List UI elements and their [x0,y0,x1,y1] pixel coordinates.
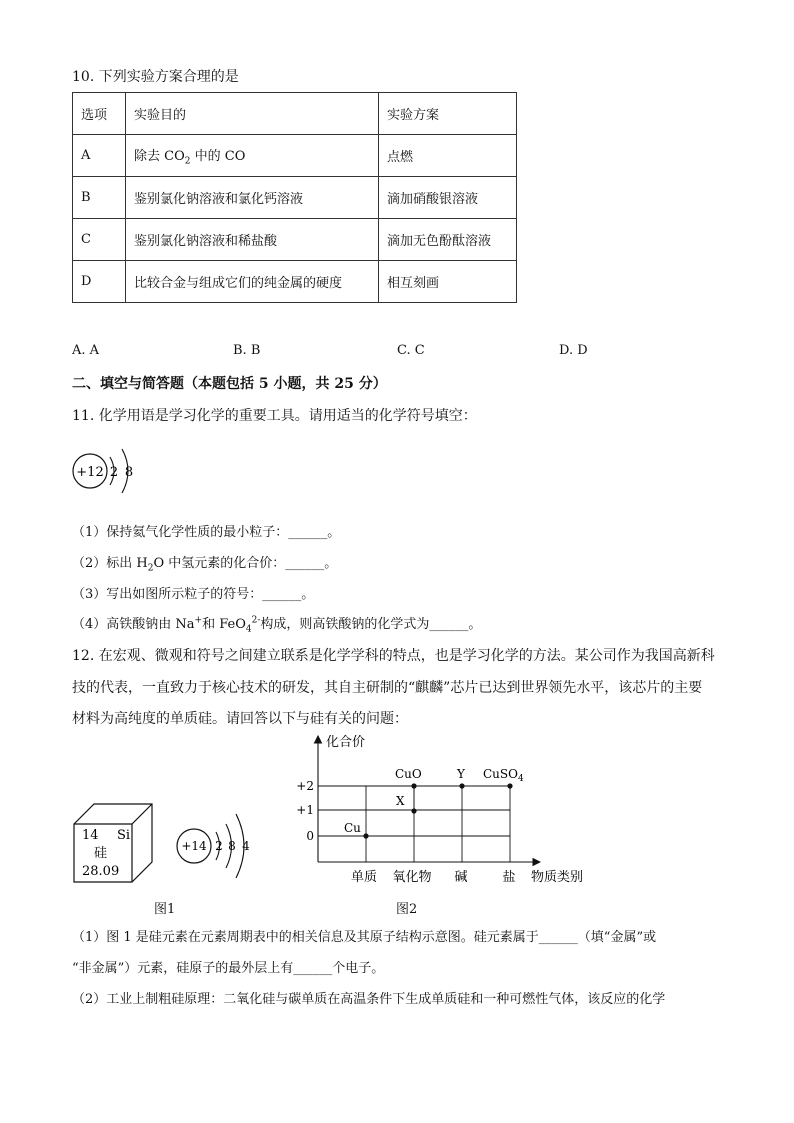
point-y [459,783,464,788]
element-symbol: Si [117,828,131,843]
point-label-x: X [396,794,405,808]
si-shell1: 2 [215,839,223,853]
x-tick-oxide: 氧化物 [392,870,432,885]
element-name: 硅 [94,846,108,861]
row-plan: 点燃 [379,135,517,177]
si-element-cell [70,800,156,886]
q12-part1-line2: “非金属”）元素，硅原子的最外层上有______个电子。 [72,961,385,976]
row-plan: 滴加无色酚酞溶液 [379,219,517,261]
choice-a[interactable]: A. A [72,343,100,358]
q10-table [72,92,517,303]
q12-line3: 材料为高纯度的单质硅。请回答以下与硅有关的问题： [72,711,408,727]
y-tick-zero: 0 [306,829,314,843]
shell2-electrons: 8 [124,465,134,480]
q12-part1-line1: （1）图 1 是硅元素在元素周期表中的相关信息及其原子结构示意图。硅元素属于______（填“金属”或 [72,930,657,945]
nucleus-charge: +12 [76,465,104,480]
point-label-cuso4: CuSO$_4$ [483,767,524,784]
point-label-y: Y [457,767,465,781]
y-tick-plus1: +1 [296,803,314,817]
row-purpose: 鉴别氯化钠溶液和稀盐酸 [126,219,379,261]
si-atom-structure-diagram [172,808,268,884]
point-label-cuo: CuO [395,767,422,781]
row-purpose: 除去 $CO_2$ 中的 CO [126,135,379,177]
choice-b[interactable]: B. B [233,343,261,358]
mg-ion-structure-diagram [70,440,150,502]
row-purpose: 鉴别氯化钠溶液和氯化钙溶液 [126,177,379,219]
q12-part2: （2）工业上制粗硅原理：二氧化硅与碳单质在高温条件下生成单质硅和一种可燃性气体，该反应的化学 [72,992,666,1007]
q11-part3: （3）写出如图所示粒子的符号：______。 [72,587,315,602]
choice-c[interactable]: C. C [397,343,425,358]
row-option: B [73,177,126,219]
choice-d[interactable]: D. D [559,343,588,358]
header-plan: 实验方案 [379,93,517,135]
q11-part1: （1）保持氦气化学性质的最小粒子：______。 [72,525,341,540]
point-x [411,808,416,813]
y-tick-plus2: +2 [296,779,314,793]
point-cuso4 [507,783,512,788]
section-title: 二、填空与简答题（本题包括 5 小题，共 25 分） [72,376,387,392]
y-axis-title: 化合价 [326,735,366,750]
q11-part2: （2）标出 $H_2O$ 中氢元素的化合价：______。 [72,556,338,574]
x-tick-simple-substance: 单质 [350,870,378,885]
table-row [73,177,517,219]
table-row [73,219,517,261]
valence-chart [294,728,604,888]
row-purpose: 比较合金与组成它们的纯金属的硬度 [126,261,379,303]
header-purpose: 实验目的 [126,93,379,135]
point-label-cu: Cu [344,821,361,835]
table-row [73,261,517,303]
atomic-number: 14 [82,828,99,843]
q10-stem: 10. 下列实验方案合理的是 [72,69,239,85]
atomic-mass: 28.09 [82,864,120,879]
x-tick-base: 碱 [454,870,468,885]
si-shell3: 4 [242,839,250,853]
table-header-row [73,93,517,135]
point-cu [363,833,368,838]
x-axis-title: 物质类别 [531,870,584,885]
row-option: A [73,135,126,177]
fig1-caption: 图1 [154,902,176,917]
si-shell2: 8 [228,839,236,853]
table-row [73,135,517,177]
si-nucleus: +14 [181,839,207,853]
row-option: D [73,261,126,303]
x-tick-salt: 盐 [502,870,516,885]
row-plan: 滴加硝酸银溶液 [379,177,517,219]
shell1-electrons: 2 [109,465,119,480]
q12-line1: 12. 在宏观、微观和符号之间建立联系是化学学科的特点，也是学习化学的方法。某公司作为我国高新科 [72,648,715,664]
q11-part4: （4）高铁酸钠由 Na+和 FeO$_4^{2-}$构成，则高铁酸钠的化学式为______。 [72,615,482,635]
row-option: C [73,219,126,261]
q11-stem: 11. 化学用语是学习化学的重要工具。请用适当的化学符号填空： [72,408,477,424]
header-option: 选项 [73,93,126,135]
fig2-caption: 图2 [396,902,418,917]
point-cuo [411,783,416,788]
q12-line2: 技的代表，一直致力于核心技术的研发，其自主研制的“麒麟”芯片已达到世界领先水平，该芯片的主要 [72,680,703,696]
row-plan: 相互刻画 [379,261,517,303]
